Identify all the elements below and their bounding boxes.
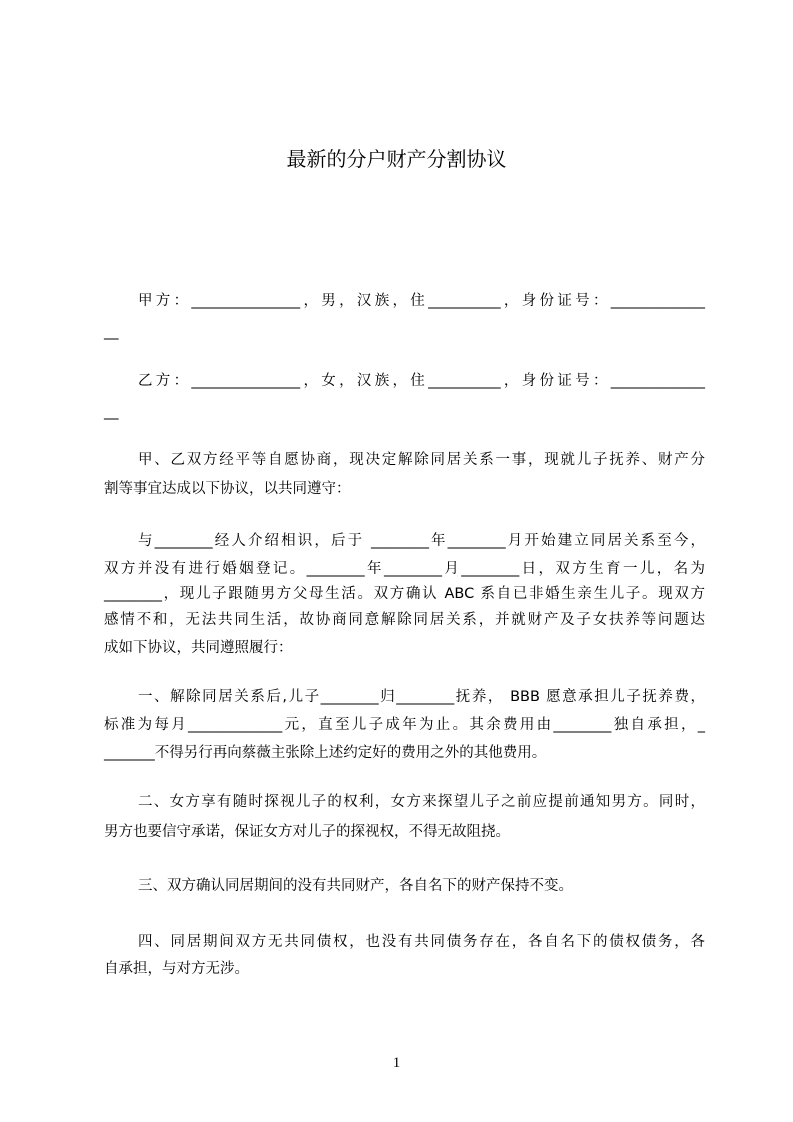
background-line: ________，现儿子跟随男方父母生活。双方确认 ABC 系自已非婚生亲生儿子。现双方: [104, 586, 705, 602]
clause-1-line: _______不得另行再向蔡薇主张除上述约定好的费用之外的其他费用。: [104, 745, 547, 761]
party-b-line: 乙方：_______________，女，汉族，住__________，身份证号：_____________: [138, 373, 705, 389]
clause-1-line: 一、解除同居关系后,儿子________归________抚养， BBB 愿意承担儿子抚养费，: [138, 689, 705, 705]
intro-line: 甲、乙双方经平等自愿协商，现决定解除同居关系一事，现就儿子抚养、财产分: [138, 452, 705, 468]
document-title: 最新的分户财产分割协议: [286, 147, 507, 171]
clause-4-line: 自承担，与对方无涉。: [104, 961, 249, 977]
clause-2-line: 二、女方享有随时探视儿子的权利，女方来探望儿子之前应提前通知男方。同时，: [138, 794, 705, 810]
party-a-line: 甲方：_______________，男，汉族，住__________，身份证号：_____________: [138, 293, 705, 309]
background-line: 与________经人介绍相识，后于 ________年________月开始建立同居关系至今，: [138, 533, 705, 549]
background-line: 成如下协议，共同遵照履行：: [104, 640, 293, 656]
page-number: 1: [392, 1055, 401, 1071]
background-line: 感情不和，无法共同生活，故协商同意解除同居关系，并就财产及子女扶养等问题达: [104, 612, 705, 628]
clause-2-line: 男方也要信守承诺，保证女方对儿子的探视权，不得无故阻挠。: [104, 824, 510, 840]
clause-4-line: 四、同居期间双方无共同债权，也没有共同债务存在，各自名下的债权债务，各: [138, 934, 705, 950]
background-line: 双方并没有进行婚姻登记。________年________月________日，双方生育一儿，名为: [104, 561, 705, 577]
party-a-line: __: [104, 324, 119, 340]
party-b-line: __: [104, 404, 119, 420]
clause-3-line: 三、双方确认同居期间的没有共同财产，各自名下的财产保持不变。: [138, 878, 573, 894]
clause-1-line: 标准为每月_____________元，直至儿子成年为止。其余费用由________独自承担，_: [104, 717, 705, 733]
intro-line: 割等事宜达成以下协议，以共同遵守：: [104, 481, 351, 497]
